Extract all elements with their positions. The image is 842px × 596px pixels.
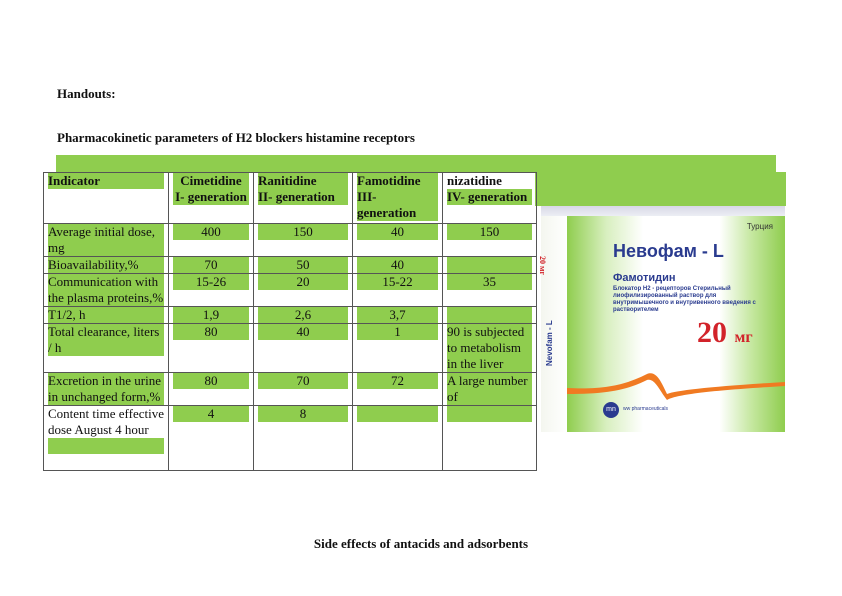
row-indicator: Bioavailability,% xyxy=(48,257,164,273)
box-top-face xyxy=(541,206,785,216)
cell-value xyxy=(447,307,532,323)
box-side-face xyxy=(538,216,568,432)
cell-value: 40 xyxy=(357,224,438,240)
header-nizatidine: nizatidine IV- generation xyxy=(443,173,537,224)
cell-value: A large number of xyxy=(447,373,532,405)
table-row xyxy=(44,224,537,257)
table-title: Pharmacokinetic parameters of H2 blockers histamine receptors xyxy=(57,130,415,145)
table-row xyxy=(44,373,537,406)
drug-description: Блокатор H2 - рецепторов Стерильный лиофилизированный раствор для внутримышечного и внутривенного введения с растворителем xyxy=(613,286,756,313)
cell-value xyxy=(357,406,438,422)
row-indicator: T1/2, h xyxy=(48,307,164,323)
cell-value: 80 xyxy=(173,373,249,389)
cell-value: 50 xyxy=(258,257,348,273)
header-cimetidine: Cimetidine I- generation xyxy=(169,173,254,224)
header-indicator: Indicator xyxy=(44,173,169,224)
handouts-label: Handouts: xyxy=(57,86,116,101)
row-indicator: Excretion in the urine in unchanged form,% xyxy=(48,373,164,405)
green-highlight-block xyxy=(535,172,786,206)
cell-value: 1,9 xyxy=(173,307,249,323)
cell-value: 70 xyxy=(173,257,249,273)
header-famotidine: Famotidine III- generation xyxy=(353,173,443,224)
table-row xyxy=(44,274,537,307)
manufacturer-logo-icon: mn xyxy=(603,402,619,418)
drug-name: Фамотидин xyxy=(613,272,676,284)
cell-value: 80 xyxy=(173,324,249,340)
table-row xyxy=(44,307,537,324)
cell-value: 2,6 xyxy=(258,307,348,323)
cell-value: 15-22 xyxy=(357,274,438,290)
cell-value: 400 xyxy=(173,224,249,240)
cell-value: 15-26 xyxy=(173,274,249,290)
pharmacokinetics-table xyxy=(43,172,537,471)
table-row xyxy=(44,406,537,471)
table-header-row xyxy=(44,173,537,224)
cell-value: 8 xyxy=(258,406,348,422)
cell-value: 20 xyxy=(258,274,348,290)
side-dose-label: 20 мг xyxy=(538,256,547,276)
cell-value: 70 xyxy=(258,373,348,389)
section-heading: Side effects of antacids and adsorbents xyxy=(313,536,529,551)
brand-name: Невофам - L xyxy=(613,241,724,261)
cell-value: 40 xyxy=(357,257,438,273)
cell-value: 4 xyxy=(173,406,249,422)
row-indicator: Total clearance, liters / h xyxy=(48,324,164,356)
dose-label: 20 мг xyxy=(697,316,753,349)
green-highlight-strip xyxy=(56,155,776,173)
cell-value: 40 xyxy=(258,324,348,340)
cell-value: 3,7 xyxy=(357,307,438,323)
country-label: Турция xyxy=(746,222,773,231)
row-indicator: Content time effective dose August 4 hour xyxy=(48,406,164,437)
product-box-image xyxy=(538,206,785,432)
cell-value: 90 is subjected to metabolism in the liver xyxy=(447,324,532,372)
cell-value: 150 xyxy=(447,224,532,240)
cell-value xyxy=(447,257,532,273)
cell-value: 35 xyxy=(447,274,532,290)
table-row xyxy=(44,324,537,373)
table-row xyxy=(44,257,537,274)
header-ranitidine: Ranitidine II- generation xyxy=(254,173,353,224)
box-front-face xyxy=(567,216,785,432)
cell-value xyxy=(447,406,532,422)
orange-wave-icon xyxy=(567,366,785,406)
side-brand-label: Nevofam - L xyxy=(545,320,554,366)
cell-value: 72 xyxy=(357,373,438,389)
cell-value: 1 xyxy=(357,324,438,340)
manufacturer-name: ww pharmaceuticals xyxy=(623,406,669,412)
row-indicator: Average initial dose, mg xyxy=(48,224,164,256)
row-indicator: Communication with the plasma proteins,% xyxy=(48,274,164,305)
cell-value: 150 xyxy=(258,224,348,240)
